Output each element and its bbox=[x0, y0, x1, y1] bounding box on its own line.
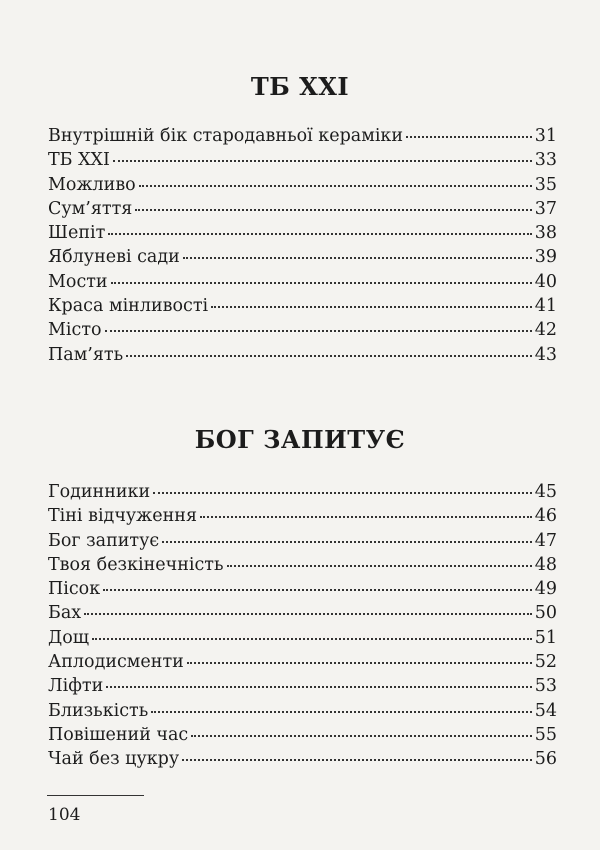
toc-entry-page: 47 bbox=[534, 530, 557, 551]
toc-entry bbox=[48, 294, 557, 318]
toc-entry-page: 33 bbox=[534, 150, 557, 171]
toc-entry-page: 53 bbox=[534, 676, 557, 697]
toc-entry-page: 50 bbox=[534, 603, 557, 624]
toc-entry bbox=[48, 221, 557, 245]
toc-entry-title: Пам’ять bbox=[48, 344, 124, 365]
dot-leader bbox=[135, 209, 531, 211]
toc-entry bbox=[48, 245, 557, 269]
toc-list-section-2 bbox=[48, 480, 557, 772]
dot-leader bbox=[153, 492, 532, 494]
toc-entry bbox=[48, 173, 557, 197]
toc-entry bbox=[48, 699, 557, 723]
toc-entry bbox=[48, 318, 557, 342]
page-number: 104 bbox=[48, 805, 81, 825]
toc-entry-title: Сум’яття bbox=[48, 198, 133, 219]
section-heading: ТБ XXI bbox=[250, 72, 350, 101]
toc-entry-title: Бах bbox=[48, 603, 82, 624]
toc-entry-title: Твоя безкінечність bbox=[48, 554, 224, 575]
toc-entry-page: 35 bbox=[534, 174, 557, 195]
toc-entry-title: Можливо bbox=[48, 174, 136, 195]
dot-leader bbox=[151, 711, 531, 713]
toc-entry-page: 39 bbox=[534, 247, 557, 268]
toc-entry-page: 52 bbox=[534, 652, 557, 673]
dot-leader bbox=[126, 355, 532, 357]
toc-entry-page: 38 bbox=[534, 223, 557, 244]
toc-entry-title: ТБ XXI bbox=[48, 150, 110, 171]
toc-entry bbox=[48, 553, 557, 577]
dot-leader bbox=[211, 306, 532, 308]
dot-leader bbox=[200, 516, 532, 518]
dot-leader bbox=[182, 759, 532, 761]
toc-entry-page: 55 bbox=[534, 724, 557, 745]
toc-entry-page: 31 bbox=[534, 126, 557, 146]
dot-leader bbox=[84, 613, 532, 615]
toc-list-section-1 bbox=[48, 124, 557, 367]
toc-entry-title: Годинники bbox=[48, 482, 151, 502]
toc-entry-title: Пісок bbox=[48, 579, 101, 600]
toc-entry bbox=[48, 723, 557, 747]
footer-rule bbox=[47, 795, 144, 796]
toc-entry bbox=[48, 480, 557, 504]
toc-entry-title: Шепіт bbox=[48, 223, 106, 244]
section-heading: БОГ ЗАПИТУЄ bbox=[194, 425, 406, 454]
toc-entry-title: Мости bbox=[48, 271, 108, 292]
toc-entry-title: Внутрішній бік стародавньої кераміки bbox=[48, 126, 404, 146]
dot-leader bbox=[103, 589, 532, 591]
dot-leader bbox=[187, 662, 532, 664]
dot-leader bbox=[105, 330, 532, 332]
toc-entry-title: Краса мінливості bbox=[48, 296, 209, 317]
dot-leader bbox=[162, 541, 532, 543]
dot-leader bbox=[92, 638, 532, 640]
dot-leader bbox=[108, 233, 531, 235]
toc-entry-page: 46 bbox=[534, 506, 557, 527]
toc-entry bbox=[48, 343, 557, 367]
toc-entry-page: 49 bbox=[534, 579, 557, 600]
toc-entry-title: Яблуневі сади bbox=[48, 247, 180, 268]
dot-leader bbox=[113, 160, 532, 162]
toc-entry bbox=[48, 650, 557, 674]
dot-leader bbox=[227, 565, 532, 567]
toc-entry-page: 51 bbox=[534, 627, 557, 648]
toc-entry-page: 56 bbox=[534, 749, 557, 770]
toc-entry-title: Аплодисменти bbox=[48, 652, 184, 673]
toc-entry-page: 42 bbox=[534, 320, 557, 341]
toc-entry-title: Близькість bbox=[48, 700, 149, 721]
toc-entry bbox=[48, 674, 557, 698]
dot-leader bbox=[191, 735, 531, 737]
toc-entry bbox=[48, 197, 557, 221]
toc-entry bbox=[48, 504, 557, 528]
toc-entry bbox=[48, 601, 557, 625]
dot-leader bbox=[183, 257, 532, 259]
toc-entry-page: 37 bbox=[534, 198, 557, 219]
toc-entry-title: Повішений час bbox=[48, 724, 189, 745]
dot-leader bbox=[111, 282, 532, 284]
toc-entry-page: 45 bbox=[534, 482, 557, 502]
toc-entry bbox=[48, 577, 557, 601]
toc-entry-title: Дощ bbox=[48, 627, 90, 648]
toc-entry bbox=[48, 124, 557, 148]
toc-entry-page: 41 bbox=[534, 296, 557, 317]
toc-entry-title: Тіні відчуження bbox=[48, 506, 198, 527]
toc-entry-page: 48 bbox=[534, 554, 557, 575]
toc-entry-title: Місто bbox=[48, 320, 102, 341]
dot-leader bbox=[139, 185, 532, 187]
toc-entry-title: Ліфти bbox=[48, 676, 104, 697]
toc-entry-page: 43 bbox=[534, 344, 557, 365]
toc-entry-page: 54 bbox=[534, 700, 557, 721]
dot-leader bbox=[406, 136, 532, 138]
toc-entry bbox=[48, 270, 557, 294]
toc-entry-title: Бог запитує bbox=[48, 530, 160, 551]
dot-leader bbox=[106, 686, 531, 688]
toc-entry bbox=[48, 529, 557, 553]
toc-entry bbox=[48, 747, 557, 771]
toc-entry-page: 40 bbox=[534, 271, 557, 292]
toc-entry-title: Чай без цукру bbox=[48, 749, 180, 770]
toc-entry bbox=[48, 626, 557, 650]
toc-entry bbox=[48, 148, 557, 172]
